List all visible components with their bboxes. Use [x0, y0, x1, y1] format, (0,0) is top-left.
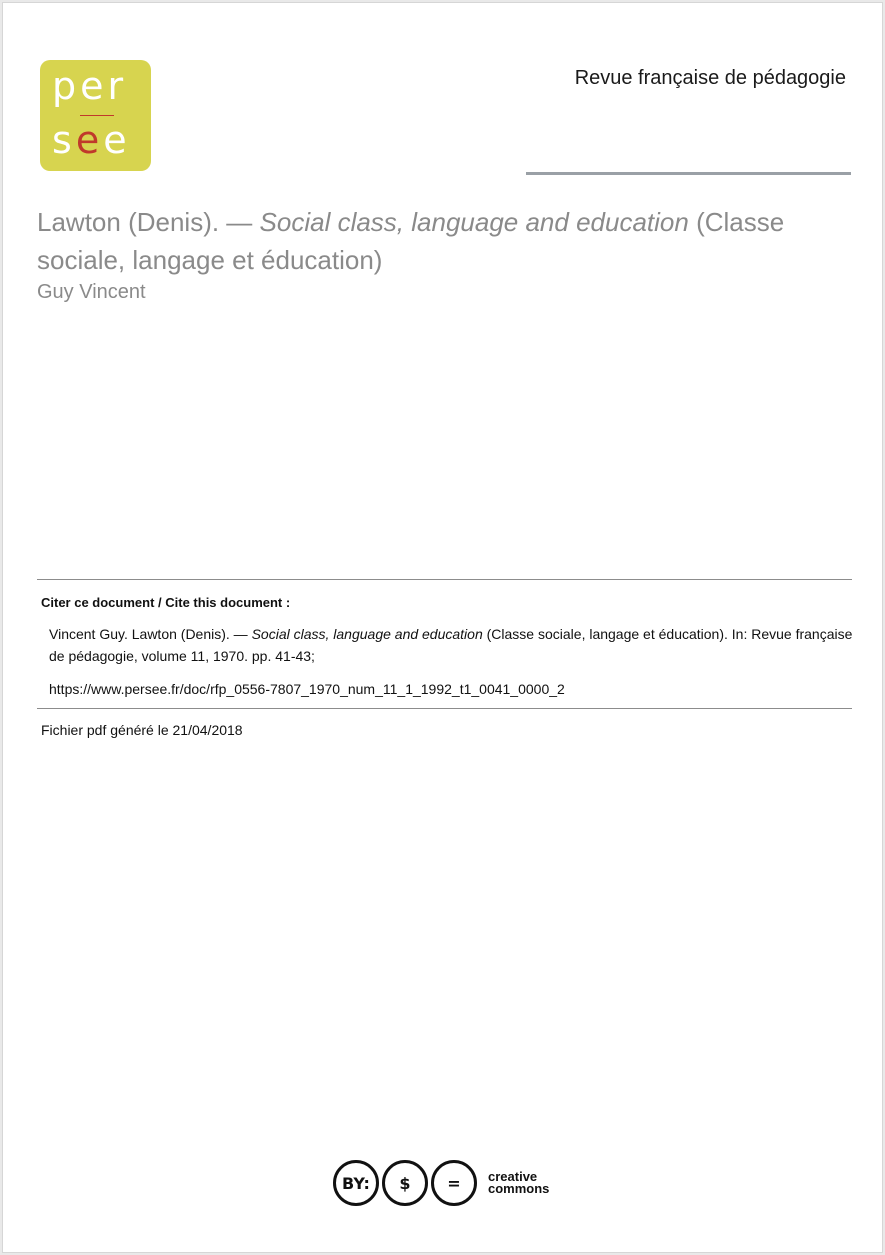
citation-top-divider: [37, 579, 852, 580]
journal-name: Revue française de pédagogie: [574, 67, 846, 89]
citation-url-link[interactable]: https://www.persee.fr/doc/rfp_0556-7807_1970_num_11_1_1992_t1_0041_0000_2: [49, 681, 565, 697]
citation-bottom-divider: [37, 708, 852, 709]
citation-text: Vincent Guy. Lawton (Denis). — Social class, language and education (Classe sociale, langage et éducation). In: Revue française de pédagogie, volume 11, 1970. pp. 41-43;: [49, 626, 853, 664]
citation-heading: Citer ce document / Cite this document :: [41, 595, 291, 610]
logo-text-bottom: see: [52, 118, 131, 162]
article-title: Lawton (Denis). — Social class, language and education (Classe sociale, langage et éducation): [37, 207, 785, 275]
logo-text-top: per: [52, 64, 128, 108]
generated-date: Fichier pdf généré le 21/04/2018: [41, 722, 243, 738]
article-author: Guy Vincent: [37, 281, 146, 303]
creative-commons-badge[interactable]: [333, 1160, 549, 1206]
cc-nc-icon: $: [382, 1160, 428, 1206]
document-page: [2, 2, 883, 1253]
logo-divider: [80, 115, 114, 116]
cc-by-icon: BY:: [333, 1160, 379, 1206]
cc-wordmark: creative commons: [488, 1169, 550, 1196]
cc-nd-icon: =: [431, 1160, 477, 1206]
persee-logo[interactable]: [40, 60, 151, 171]
journal-divider: [526, 172, 851, 175]
